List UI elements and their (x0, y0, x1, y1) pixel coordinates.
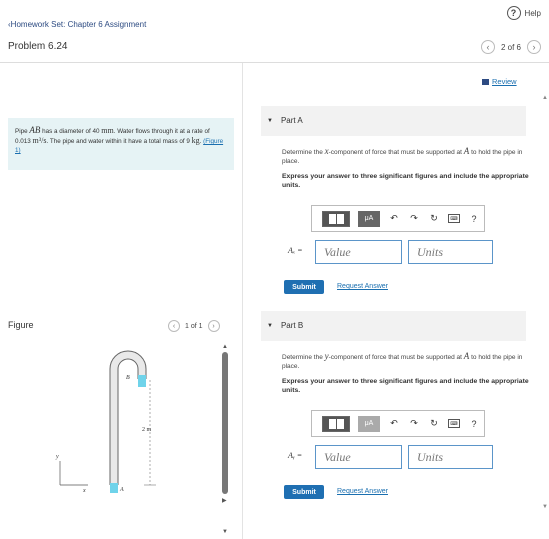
figure-title: Figure (8, 320, 34, 330)
part-b-instructions: Express your answer to three significant figures and include the appropriate units. (282, 378, 529, 394)
figure-scroll-down-icon[interactable]: ▼ (222, 529, 228, 535)
problem-text: . Water flows through it at a rate of 0.013 (15, 128, 210, 145)
part-b-request-answer-link[interactable]: Request Answer (337, 488, 388, 495)
figure-pager (168, 320, 220, 332)
templates-button[interactable] (322, 416, 350, 432)
question-var: y (324, 351, 329, 361)
help-button[interactable]: ? (471, 418, 477, 429)
problem-title: Problem 6.24 (8, 41, 68, 52)
part-b-title: Part B (280, 321, 304, 330)
figure-scrollbar[interactable] (222, 352, 228, 494)
page-scroll-down-icon[interactable]: ▼ (542, 504, 548, 510)
unit-kg: kg (191, 136, 200, 145)
pipe-symbol: AB (29, 125, 41, 135)
chevron-left-icon: ‹ (486, 42, 490, 52)
question-var: x (324, 146, 329, 156)
part-a-instructions: Express your answer to three significant figures and include the appropriate units. (282, 173, 529, 189)
chevron-left-icon: ‹ (8, 20, 11, 29)
breadcrumb-label: Homework Set: Chapter 6 Assignment (10, 20, 147, 29)
help-label: Help (524, 8, 541, 18)
pager-text: 2 of 6 (500, 42, 521, 52)
water-outlet-b (138, 375, 146, 387)
collapse-triangle-icon: ▼ (267, 117, 273, 124)
review-link[interactable] (482, 77, 517, 86)
units-button[interactable]: μA (358, 416, 380, 432)
pipe-figure (40, 345, 180, 505)
chevron-right-icon: › (212, 322, 215, 330)
reset-icon[interactable]: ↻ (430, 213, 438, 223)
question-text: -component of force that must be supported at (328, 354, 464, 361)
y-axis-label: y (56, 454, 59, 460)
problem-pager (481, 40, 541, 54)
undo-icon[interactable]: ↶ (390, 213, 398, 223)
next-problem-button[interactable] (527, 40, 541, 54)
templates-button[interactable] (322, 211, 350, 227)
review-label: Review (492, 77, 517, 86)
problem-text: . (199, 138, 204, 145)
keyboard-icon[interactable]: ⌨ (448, 419, 460, 428)
part-b-answer-label: Aᵧ = (288, 451, 303, 460)
part-a-title: Part A (280, 116, 303, 125)
problem-text: Pipe (15, 128, 30, 135)
prev-problem-button[interactable] (481, 40, 495, 54)
question-text: to hold the pipe in place. (282, 354, 523, 370)
part-a-request-answer-link[interactable]: Request Answer (337, 283, 388, 290)
part-a-head (261, 106, 526, 125)
question-text: to hold the pipe in place. (282, 149, 523, 165)
part-b-question (282, 352, 532, 371)
part-a-toolbar (311, 205, 485, 232)
keyboard-icon[interactable]: ⌨ (448, 214, 460, 223)
chevron-right-icon: › (532, 42, 536, 52)
question-point: A (463, 146, 470, 156)
page-scroll-up-icon[interactable]: ▲ (542, 95, 548, 101)
redo-icon[interactable]: ↷ (410, 213, 418, 223)
figure-link[interactable]: (Figure 1) (15, 138, 224, 154)
question-circle-icon: ? (507, 6, 521, 20)
part-b-value-input[interactable]: Value (315, 445, 402, 469)
part-a-submit-button[interactable]: Submit (284, 280, 324, 294)
unit-flow: m³/s (32, 136, 47, 145)
question-text: Determine the (282, 149, 325, 156)
collapse-triangle-icon: ▼ (267, 322, 273, 329)
part-a-question (282, 147, 532, 166)
part-a-units-input[interactable]: Units (408, 240, 493, 264)
question-point: A (463, 351, 470, 361)
part-a-answer-label: Aₓ = (288, 246, 303, 255)
figure-pager-text: 1 of 1 (185, 322, 203, 330)
point-b-label: B (126, 375, 130, 381)
part-b-units-input[interactable]: Units (408, 445, 493, 469)
problem-statement (8, 118, 234, 170)
reset-icon[interactable]: ↻ (430, 418, 438, 428)
prev-figure-button[interactable] (168, 320, 180, 332)
figure-scroll-up-icon[interactable]: ▲ (222, 344, 228, 350)
part-b-header[interactable] (261, 311, 526, 341)
part-b-toolbar (311, 410, 485, 437)
question-text: -component of force that must be supported at (328, 149, 464, 156)
part-a-value-input[interactable]: Value (315, 240, 402, 264)
part-b-head (261, 311, 526, 330)
part-a-header[interactable] (261, 106, 526, 136)
point-a-label: A (120, 487, 124, 493)
column-divider (242, 63, 243, 539)
water-inlet-a (110, 483, 118, 493)
book-icon (482, 79, 489, 85)
chevron-left-icon: ‹ (172, 322, 176, 330)
part-b-submit-button[interactable]: Submit (284, 485, 324, 499)
problem-text: . The pipe and water within it have a total mass of 9 (46, 138, 192, 145)
unit-mm: mm (101, 126, 114, 135)
figure-scroll-right-icon[interactable]: ▶ (222, 498, 227, 504)
help-link[interactable] (507, 6, 541, 20)
redo-icon[interactable]: ↷ (410, 418, 418, 428)
question-text: Determine the (282, 354, 325, 361)
undo-icon[interactable]: ↶ (390, 418, 398, 428)
next-figure-button[interactable] (208, 320, 220, 332)
header-divider (0, 62, 549, 63)
breadcrumb[interactable] (8, 20, 146, 29)
x-axis-label: x (83, 488, 86, 494)
dimension-label: 2 m (142, 427, 152, 433)
help-button[interactable]: ? (471, 213, 477, 224)
units-button[interactable]: μA (358, 211, 380, 227)
problem-text: has a diameter of 40 (40, 128, 102, 135)
